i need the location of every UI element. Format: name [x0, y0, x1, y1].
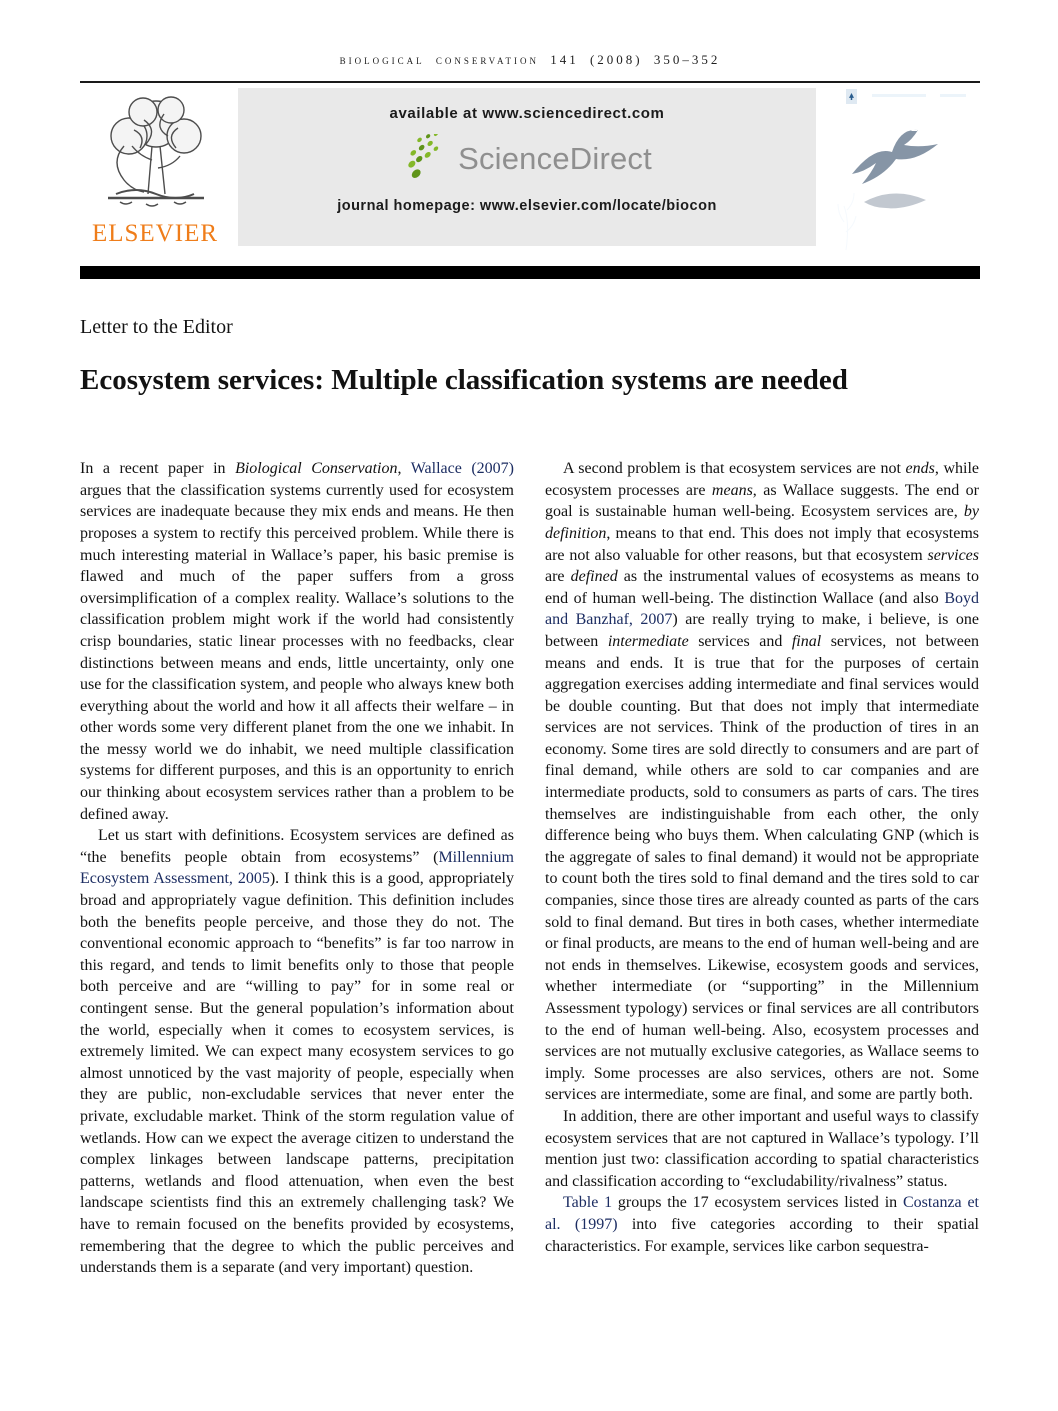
body-text-run: are — [545, 568, 571, 586]
body-text-run: Let us start with definitions. Ecosystem services are defined as “the benefits people obtain from ecosystems” ( — [80, 827, 514, 866]
elsevier-wordmark: ELSEVIER — [91, 220, 219, 247]
body-text-run: intermediate — [607, 632, 689, 650]
journal-homepage-text: journal homepage: www.elsevier.com/locate/biocon — [337, 198, 717, 214]
cover-publisher-emblem — [846, 89, 857, 104]
body-text-run: into five categories according to their spatial characteristics. For example, services like carbon sequestra- — [545, 1215, 979, 1255]
body-text-run: In addition, there are other important and useful ways to classify ecosystem services that are not captured in Wallace’s typology. I’ll mention just two: classification according to spatial characteristics and classification according to “excludability/rivalness” status. — [545, 1107, 979, 1190]
body-text-run: , — [397, 460, 411, 478]
publisher-banner — [80, 88, 980, 256]
citation-link[interactable]: Table 1 — [563, 1194, 613, 1212]
article-type-label: Letter to the Editor — [80, 316, 233, 338]
body-column-right — [545, 458, 979, 1279]
body-text-run: , while ecosystem processes are — [545, 460, 979, 499]
available-at-text: available at www.sciencedirect.com — [389, 105, 665, 122]
body-paragraph — [80, 458, 514, 825]
cover-journal-title: BIOLOGICAL CONSERVATION — [874, 106, 977, 135]
body-text-run: means — [711, 481, 753, 499]
sciencedirect-wordmark: ScienceDirect — [458, 141, 652, 176]
body-text-run: , as Wallace suggests. The end or goal is sustainable human well-being. Ecosystem services are, — [545, 481, 979, 521]
body-paragraph — [545, 458, 979, 1106]
sciencedirect-leaf-icon — [402, 134, 452, 185]
journal-citation-line: biological conservation 141 (2008) 350–352 — [339, 52, 721, 67]
elsevier-logo — [80, 88, 230, 248]
cover-issn-line — [940, 94, 966, 97]
body-text-run: services — [927, 546, 979, 564]
body-text-run: by definition — [545, 503, 979, 542]
body-text-run: groups the 17 ecosystem services listed in — [612, 1194, 903, 1212]
cover-issue-line — [872, 94, 926, 97]
body-text-run: Biological Conservation — [235, 460, 398, 478]
journal-cover-thumbnail — [834, 82, 980, 252]
body-paragraph — [80, 825, 514, 1278]
body-paragraph — [545, 1106, 979, 1192]
body-text-run: services and — [688, 632, 792, 650]
body-text-run: final — [791, 632, 822, 650]
sciencedirect-banner — [238, 88, 816, 246]
article-title: Ecosystem services: Multiple classification systems are needed — [80, 364, 848, 396]
body-text-run: ) are really trying to make, i believe, is one between — [545, 611, 979, 650]
body-text-run: , means to that end. This does not imply that ecosystems are not also valuable for other reasons, but that ecosystem — [545, 524, 979, 564]
section-divider-bar — [80, 266, 980, 279]
body-text-run: ends — [905, 460, 935, 478]
body-text-run: as the instrumental values of ecosystems as means to end of human well-being. The distinction Wallace (and also — [545, 568, 979, 607]
article-body — [80, 458, 980, 1279]
body-text-run: A second problem is that ecosystem services are not — [563, 460, 906, 478]
citation-link[interactable]: Costanza et al. (1997) — [545, 1194, 980, 1233]
body-column-left — [80, 458, 514, 1279]
body-text-run: ). I think this is a good, appropriately broad and appropriately vague definition. This definition includes both the benefits people perceive, and those they do not. The conventional economic approach to “benefits” is far too narrow in this regard, and tends to limit benefits only to those that people both perceive and are “willing to pay” for in some real or contingent sense. But the general population’s information about the world, especially when it comes to ecosystem services, is extremely limited. We can expect many ecosystem services to go almost unnoticed by the vast majority of people, especially when they are public, non-excludable services that never enter the private, excludable market. Think of the storm regulation value of wetlands. How can we expect the average citizen to understand the complex linkages between landscape patterns, precipitation patterns, wetlands and flood attenuation, when even the best landscape scientists find this an extremely challenging task? We have to remain focused on the benefits provided by ecosystems, remembering that the degree to which the public perceives and understands them is a separate (and very important) question. — [80, 870, 515, 1277]
body-text-run: In a recent paper in — [80, 460, 236, 478]
sciencedirect-logo — [402, 136, 652, 182]
body-text-run: services, not between means and ends. It is true that for the purposes of certain aggregation exercises adding intermediate and final services would be double counting. But that does not imply that intermediate services are not services. Think of the production of tires in an economy. Some tires are sold directly to consumers and are part of final demand, while others are sold to car companies and are intermediate products, sold to consumers as parts of cars. The tires themselves are indistinguishable from each other, the only difference being who buys them. When calculating GNP (which is the aggregate of sales to final demand) it would not be appropriate to count both the tires sold to final demand and the tires sold to car companies, since those tires are already counted as parts of the cars sold to final demand. But tires in both cases, whether intermediate or final products, are means to the end of human well-being and are not ends in themselves. Likewise, ecosystem goods and services, whether intermediate (or “supporting” in the Millennium Assessment typology) services or final services are all contributors to the end of human well-being. Also, ecosystem processes and services are not mutually exclusive categories, as Wallace seems to imply. Some processes are also services, others are not. Some services are intermediate, some are final, and some are partly both. — [545, 632, 979, 1104]
body-paragraph — [545, 1192, 979, 1257]
citation-link[interactable]: Wallace (2007) — [410, 460, 515, 478]
citation-link[interactable]: Millennium Ecosystem Assessment, 2005 — [80, 848, 514, 888]
elsevier-tree-icon — [94, 90, 216, 219]
body-text-run: argues that the classification systems currently used for ecosystem services are inadequate because they mix ends and means. He then proposes a system to rectify this perceived problem. While there is much interesting material in Wallace’s paper, his basic premise is flawed and much of the paper suffers from a gross oversimplification of a complex reality. Wallace’s solutions to the classification problem might work if the world had consistently crisp boundaries, static linear processes with no feedbacks, clear distinctions between means and ends, little uncertainty, only one use for the classification system, and people who always knew both everything about the world and how it all affects their welfare – in other words some very different planet from the one we inhabit. In the messy world we do inhabit, we need multiple classification systems for different purposes, and this is an opportunity to enrich our thinking about ecosystem services rather than a problem to be defined away. — [80, 481, 514, 823]
body-text-run: defined — [570, 568, 618, 586]
citation-link[interactable]: Boyd and Banzhaf, 2007 — [545, 589, 979, 629]
